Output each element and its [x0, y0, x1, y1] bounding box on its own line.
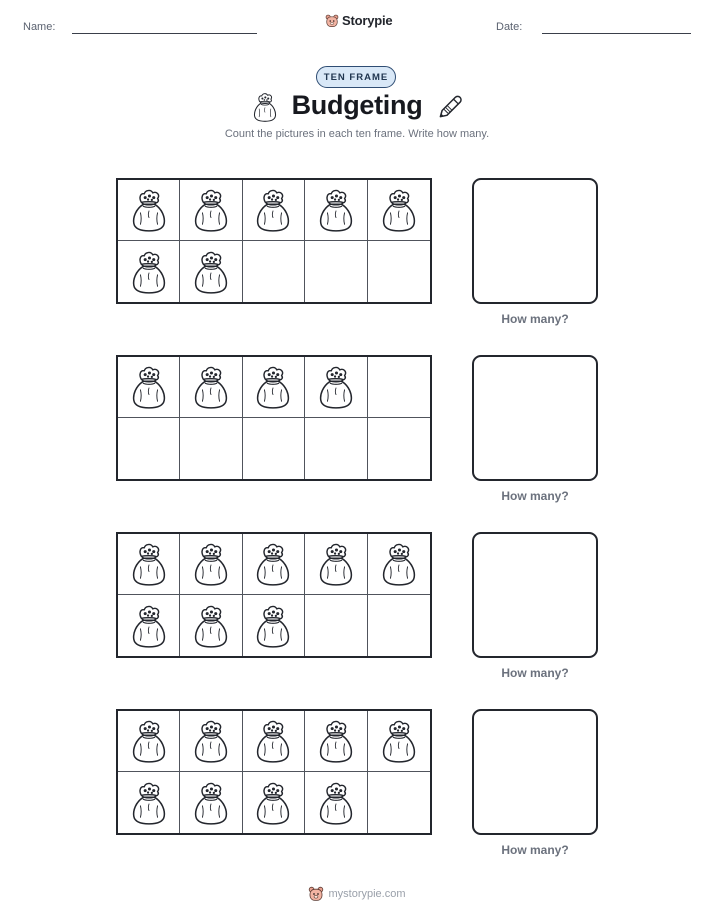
how-many-label: How many?	[501, 312, 569, 326]
ten-frame-cell	[243, 180, 305, 241]
ten-frame-cell	[180, 357, 242, 418]
money-bag-icon	[317, 364, 355, 410]
money-bag-icon	[317, 541, 355, 587]
ten-frame-cell	[243, 241, 305, 302]
money-bag-icon	[254, 364, 292, 410]
ten-frame-cell	[180, 595, 242, 656]
bear-mascot-icon	[308, 886, 324, 902]
ten-frame-cell	[368, 180, 430, 241]
how-many-label: How many?	[501, 843, 569, 857]
ten-frame-cell	[118, 534, 180, 595]
money-bag-icon	[380, 187, 418, 233]
ten-frame-cell	[243, 418, 305, 479]
money-bag-icon	[254, 541, 292, 587]
money-bag-icon	[130, 603, 168, 649]
ten-frame	[116, 355, 432, 481]
money-bag-icon	[192, 718, 230, 764]
ten-frame-cell	[118, 595, 180, 656]
ten-frame-cell	[368, 772, 430, 833]
how-many-label: How many?	[501, 489, 569, 503]
ten-frame-cell	[305, 418, 367, 479]
pencil-icon	[436, 93, 464, 121]
how-many-label: How many?	[501, 666, 569, 680]
instructions: Count the pictures in each ten frame. Write how many.	[224, 128, 490, 140]
ten-frame-cell	[368, 241, 430, 302]
ten-frame-cell	[243, 357, 305, 418]
money-bag-icon	[130, 249, 168, 295]
money-bag-icon	[192, 364, 230, 410]
ten-frame-cell	[305, 241, 367, 302]
ten-frame-cell	[180, 180, 242, 241]
brand-name: Storypie	[342, 13, 393, 28]
ten-frame-cell	[180, 711, 242, 772]
ten-frame-cell	[368, 357, 430, 418]
money-bag-icon	[254, 780, 292, 826]
money-bag-icon	[192, 603, 230, 649]
ten-frame-cell	[118, 180, 180, 241]
ten-frame-cell	[305, 711, 367, 772]
money-bag-icon	[130, 780, 168, 826]
money-bag-icon	[380, 718, 418, 764]
ten-frame-cell	[118, 357, 180, 418]
footer-url[interactable]: mystorypie.com	[328, 888, 406, 900]
money-bag-icon	[254, 718, 292, 764]
money-bag-icon	[130, 718, 168, 764]
ten-frame-cell	[180, 418, 242, 479]
answer-box[interactable]	[472, 178, 598, 304]
money-bag-icon	[192, 187, 230, 233]
ten-frame-cell	[118, 711, 180, 772]
ten-frame	[116, 178, 432, 304]
ten-frame-cell	[243, 772, 305, 833]
ten-frame	[116, 709, 432, 835]
storypie-logo	[325, 13, 392, 28]
ten-frame	[116, 532, 432, 658]
money-bag-icon	[317, 780, 355, 826]
ten-frame-cell	[368, 418, 430, 479]
money-bag-icon	[130, 187, 168, 233]
name-label: Name:	[23, 21, 56, 33]
ten-frame-cell	[180, 534, 242, 595]
bear-mascot-icon	[325, 14, 339, 28]
ten-frame-cell	[118, 772, 180, 833]
money-bag-icon	[380, 541, 418, 587]
money-bag-icon	[317, 718, 355, 764]
ten-frame-cell	[305, 595, 367, 656]
date-write-line[interactable]	[542, 33, 691, 34]
name-write-line[interactable]	[72, 33, 257, 34]
ten-frame-cell	[243, 595, 305, 656]
answer-box[interactable]	[472, 355, 598, 481]
ten-frame-cell	[243, 534, 305, 595]
ten-frame-cell	[180, 772, 242, 833]
ten-frame-cell	[305, 772, 367, 833]
money-bag-icon	[254, 187, 292, 233]
money-bag-icon	[192, 541, 230, 587]
ten-frame-cell	[118, 418, 180, 479]
ten-frame-cell	[368, 534, 430, 595]
answer-box[interactable]	[472, 709, 598, 835]
ten-frame-cell	[243, 711, 305, 772]
ten-frame-cell	[368, 595, 430, 656]
ten-frame-badge: TEN FRAME	[316, 66, 396, 88]
money-bag-icon	[254, 603, 292, 649]
ten-frame-cell	[305, 357, 367, 418]
date-label: Date:	[496, 21, 523, 33]
ten-frame-cell	[305, 534, 367, 595]
page-title: Budgeting	[291, 90, 423, 120]
answer-box[interactable]	[472, 532, 598, 658]
ten-frame-cell	[118, 241, 180, 302]
footer	[0, 886, 714, 902]
ten-frame-cell	[368, 711, 430, 772]
money-bag-icon	[192, 249, 230, 295]
ten-frame-cell	[305, 180, 367, 241]
money-bag-icon	[130, 364, 168, 410]
money-bag-icon	[317, 187, 355, 233]
ten-frame-cell	[180, 241, 242, 302]
money-bag-icon	[192, 780, 230, 826]
money-bag-icon	[130, 541, 168, 587]
